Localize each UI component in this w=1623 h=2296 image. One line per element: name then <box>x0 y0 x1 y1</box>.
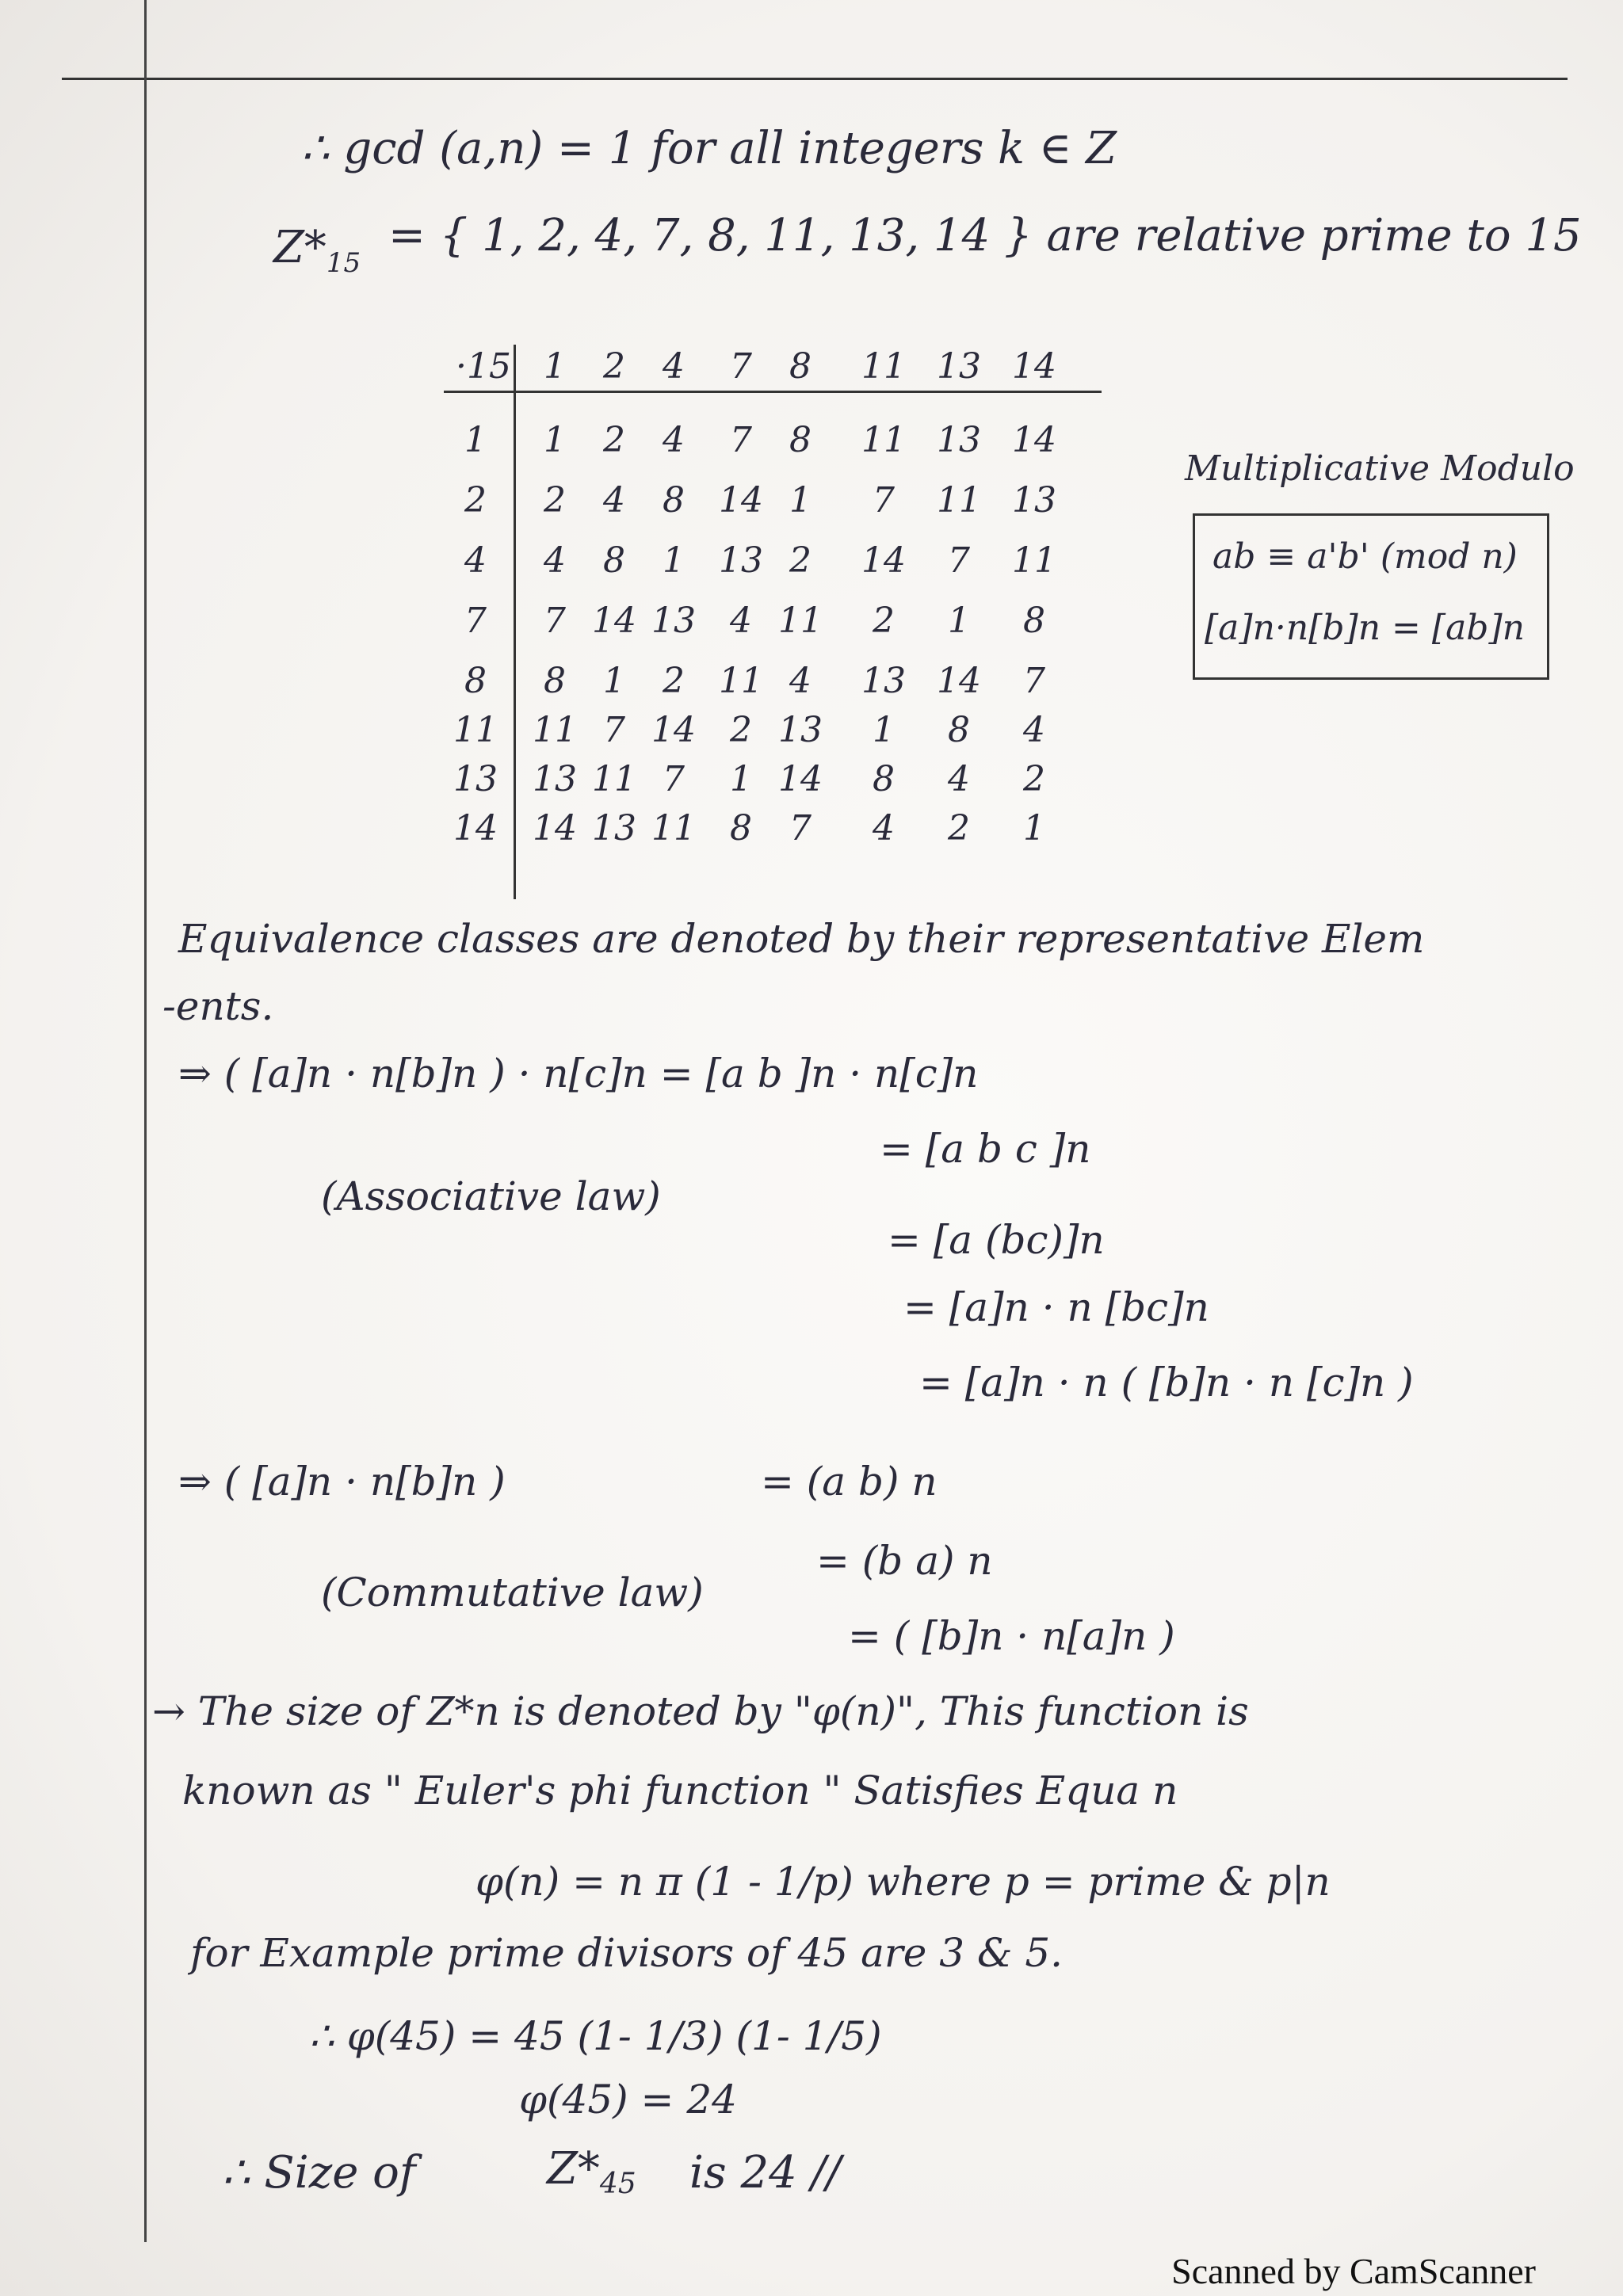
table-cell: 11 <box>778 601 823 641</box>
phi-line-2: known as " Euler's phi function " Satisfies Equa n <box>182 1768 1178 1814</box>
example-line-4-b: is 24 // <box>689 2147 842 2199</box>
table-cell: 2 <box>730 710 752 750</box>
table-cell: 11 <box>592 759 636 799</box>
table-header-cell: 2 <box>603 346 625 387</box>
table-header-cell: 11 <box>861 346 906 387</box>
phi-line-1: → The size of Z*n is denoted by "φ(n)", This function is <box>152 1688 1249 1734</box>
table-cell: 11 <box>651 808 696 849</box>
table-cell: 1 <box>730 759 752 799</box>
table-cell: 13 <box>1012 480 1056 521</box>
table-row-label: 14 <box>453 808 498 849</box>
margin-rule-line <box>144 0 147 2242</box>
side-title: Multiplicative Modulo <box>1185 448 1575 489</box>
z15-subscript: 15 <box>326 247 361 280</box>
table-cell: 14 <box>651 710 696 750</box>
table-cell: 11 <box>533 710 577 750</box>
example-line-4-a: ∴ Size of <box>222 2147 416 2199</box>
table-cell: 2 <box>1023 759 1045 799</box>
comm-eq-1-left: ⇒ ( [a]n · n[b]n ) <box>178 1459 506 1505</box>
phi-formula: φ(n) = n π (1 - 1/p) where p = prime & p|n <box>475 1859 1331 1905</box>
comm-eq-3: = ( [b]n · n[a]n ) <box>848 1613 1175 1659</box>
table-cell: 4 <box>603 480 625 521</box>
table-cell: 2 <box>873 601 895 641</box>
table-row-label: 13 <box>453 759 498 799</box>
comm-eq-2: = (b a) n <box>816 1538 993 1584</box>
table-cell: 7 <box>873 480 895 521</box>
box-line-1: ab ≡ a'b' (mod n) <box>1212 536 1518 577</box>
table-cell: 8 <box>603 540 625 581</box>
table-cell: 14 <box>592 601 636 641</box>
table-cell: 14 <box>937 661 981 701</box>
z15-symbol-label: Z* <box>273 222 327 273</box>
table-cell: 8 <box>789 420 812 460</box>
equivalence-line-2: -ents. <box>162 983 274 1029</box>
example-line-2: ∴ φ(45) = 45 (1- 1/3) (1- 1/5) <box>309 2013 882 2059</box>
table-cell: 1 <box>1023 808 1045 849</box>
table-cell: 7 <box>1023 661 1045 701</box>
table-cell: 1 <box>603 661 625 701</box>
table-cell: 13 <box>861 661 906 701</box>
modulo-box <box>1193 513 1549 680</box>
assoc-eq-2: = [a b c ]n <box>880 1126 1091 1172</box>
table-cell: 11 <box>1012 540 1056 581</box>
table-cell: 1 <box>544 420 566 460</box>
table-cell: 4 <box>544 540 566 581</box>
table-header-cell: 1 <box>544 346 566 387</box>
table-cell: 7 <box>948 540 970 581</box>
table-cell: 1 <box>789 480 812 521</box>
table-row-label: 11 <box>453 710 498 750</box>
table-cell: 8 <box>948 710 970 750</box>
table-cell: 4 <box>948 759 970 799</box>
table-cell: 2 <box>603 420 625 460</box>
table-header-cell: 14 <box>1012 346 1056 387</box>
table-cell: 4 <box>730 601 752 641</box>
z45-subscript: 45 <box>599 2168 636 2201</box>
table-row-label: 4 <box>464 540 487 581</box>
table-cell: 13 <box>719 540 763 581</box>
gcd-line: ∴ gcd (a,n) = 1 for all integers k ∈ Z <box>301 123 1117 174</box>
top-rule-line <box>62 78 1568 80</box>
table-cell: 2 <box>663 661 685 701</box>
example-line-3: φ(45) = 24 <box>519 2077 737 2122</box>
table-cell: 1 <box>663 540 685 581</box>
table-cell: 1 <box>948 601 970 641</box>
table-cell: 8 <box>544 661 566 701</box>
table-cell: 7 <box>663 759 685 799</box>
table-cell: 4 <box>789 661 812 701</box>
table-cell: 13 <box>533 759 577 799</box>
table-row-label: 1 <box>464 420 487 460</box>
table-cell: 2 <box>948 808 970 849</box>
table-cell: 4 <box>873 808 895 849</box>
table-cell: 7 <box>789 808 812 849</box>
table-cell: 14 <box>719 480 763 521</box>
table-header-cell: 4 <box>663 346 685 387</box>
table-cell: 11 <box>719 661 763 701</box>
table-cell: 2 <box>789 540 812 581</box>
table-cell: 8 <box>873 759 895 799</box>
table-cell: 4 <box>663 420 685 460</box>
table-row-label: 7 <box>464 601 487 641</box>
table-cell: 2 <box>544 480 566 521</box>
z15-symbol <box>273 222 361 280</box>
table-vertical-rule <box>514 345 516 899</box>
table-cell: 11 <box>861 420 906 460</box>
table-corner: ·15 <box>456 346 511 387</box>
assoc-eq-3: = [a (bc)]n <box>888 1217 1105 1263</box>
table-cell: 14 <box>1012 420 1056 460</box>
assoc-eq-4: = [a]n · n [bc]n <box>903 1284 1209 1330</box>
table-header-cell: 13 <box>937 346 981 387</box>
table-row-label: 2 <box>464 480 487 521</box>
commutative-law-label: (Commutative law) <box>321 1569 704 1615</box>
table-cell: 8 <box>663 480 685 521</box>
table-row-label: 8 <box>464 661 487 701</box>
multiplication-table <box>444 329 1117 899</box>
table-cell: 14 <box>778 759 823 799</box>
table-cell: 7 <box>544 601 566 641</box>
table-cell: 7 <box>730 420 752 460</box>
table-cell: 8 <box>1023 601 1045 641</box>
table-header-cell: 8 <box>789 346 812 387</box>
table-cell: 1 <box>873 710 895 750</box>
table-horizontal-rule <box>444 391 1102 393</box>
table-cell: 14 <box>533 808 577 849</box>
assoc-eq-5: = [a]n · n ( [b]n · n [c]n ) <box>919 1360 1414 1405</box>
table-cell: 14 <box>861 540 906 581</box>
table-cell: 13 <box>937 420 981 460</box>
assoc-eq-1: ⇒ ( [a]n · n[b]n ) · n[c]n = [a b ]n · n[c]n <box>178 1051 979 1097</box>
comm-eq-1-right: = (a b) n <box>761 1459 938 1505</box>
table-cell: 13 <box>778 710 823 750</box>
table-cell: 13 <box>592 808 636 849</box>
table-cell: 11 <box>937 480 981 521</box>
example-line-1: for Example prime divisors of 45 are 3 & 5. <box>190 1930 1064 1976</box>
z45-symbol-label: Z* <box>547 2143 600 2195</box>
table-cell: 4 <box>1023 710 1045 750</box>
table-cell: 13 <box>651 601 696 641</box>
table-cell: 8 <box>730 808 752 849</box>
z45-symbol <box>547 2143 636 2201</box>
scanner-watermark: Scanned by CamScanner <box>1171 2251 1536 2291</box>
table-cell: 7 <box>603 710 625 750</box>
associative-law-label: (Associative law) <box>321 1173 661 1219</box>
equivalence-line: Equivalence classes are denoted by their representative Elem <box>178 916 1425 962</box>
z15-set-line: = { 1, 2, 4, 7, 8, 11, 13, 14 } are relative prime to 15 <box>388 210 1582 261</box>
table-header-cell: 7 <box>730 346 752 387</box>
box-line-2: [a]n·n[b]n = [ab]n <box>1205 608 1525 648</box>
